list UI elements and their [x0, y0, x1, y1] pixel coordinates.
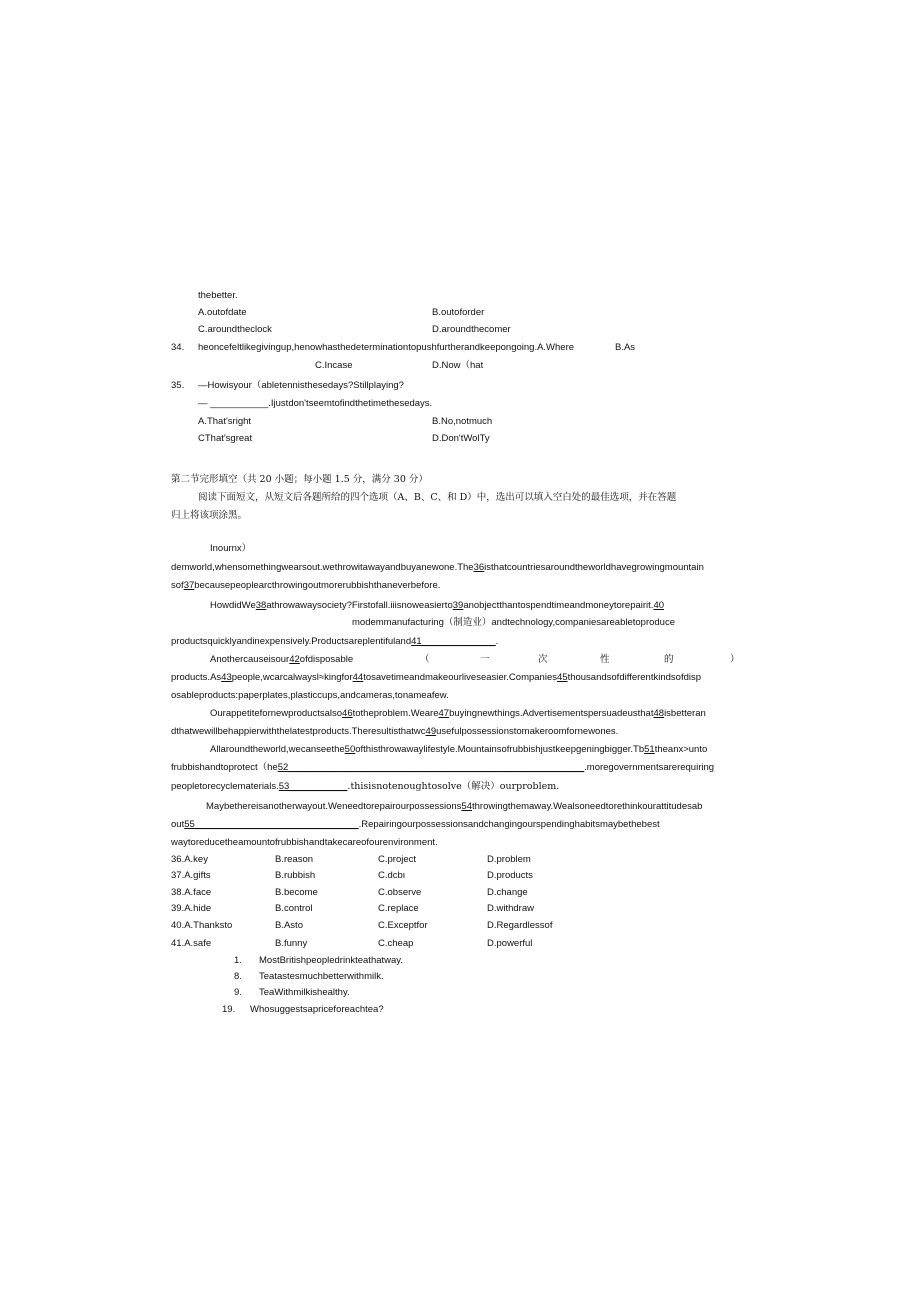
passage-text: ofthisthrowawaylifestyle.Mountainsofrubbishjustkeepgeningbigger.Tb — [355, 744, 645, 755]
passage-text: peopletorecyclematerials. — [171, 781, 279, 792]
q33-option-a: A.outofdate — [198, 307, 247, 318]
blank-54: 54 — [461, 801, 472, 812]
q35-option-d: D.Don'tWolTy — [432, 433, 490, 444]
passage-p1-line3 — [171, 580, 440, 592]
blank-52: 52________________________________________________________ — [277, 762, 585, 773]
passage-text: HowdidWe — [210, 600, 256, 611]
blank-53: 53___________ — [278, 781, 348, 792]
passage-p6-line3: waytoreducetheamountofrubbishandtakecareofourenvironment. — [171, 837, 438, 848]
passage-p3-cn-0: （ — [420, 654, 430, 665]
option-41-c: C.cheap — [378, 938, 414, 949]
blank-49: 49 — [425, 726, 437, 737]
passage-text: . — [495, 636, 499, 647]
option-37-b: B.rubbish — [275, 870, 316, 881]
passage-text: anobjectthantospendtimeandmoneytorepairit. — [463, 600, 654, 611]
option-40-d: D.Regardlessof — [487, 920, 553, 931]
option-37-d: D.products — [487, 870, 533, 881]
option-38-d: D.change — [487, 887, 528, 898]
blank-43: 43 — [221, 672, 232, 683]
passage-p2-line1 — [210, 600, 664, 612]
passage-text: .moregovernmentsarerequiring — [584, 762, 715, 773]
option-39-c: C.replace — [378, 903, 419, 914]
option-39-b: B.control — [275, 903, 313, 914]
passage-p5-line1 — [210, 744, 707, 756]
passage-text: sof — [171, 580, 184, 591]
blank-41: 41______________ — [411, 636, 496, 647]
passage-text: athrowawaysociety?Firstofall.iiisnoweasierto — [266, 600, 453, 611]
passage-text: thousandsofdifferentkindsofdisp — [567, 672, 702, 683]
extra-item-number: 9. — [234, 987, 242, 998]
blank-50: 50 — [344, 744, 356, 755]
blank-40: 40 — [653, 600, 665, 611]
passage-p2-line3 — [171, 636, 498, 648]
passage-text: dthatwewillbehappierwiththelatestproducts.Theresultisthatwc — [171, 726, 426, 737]
section-heading: 第二节完形填空（共 20 小题；每小题 1.5 分，满分 30 分） — [171, 474, 428, 485]
option-41-a: 41.A.safe — [171, 938, 212, 949]
option-39-a: 39.A.hide — [171, 903, 212, 914]
q35-line-1: —Howisyour（abletennisthesedays?Stillplaying? — [198, 380, 404, 391]
q34-option-c: C.Incase — [315, 360, 353, 371]
blank-37: 37 — [183, 580, 195, 591]
q34-stem: heoncefeltlikegivingup,henowhasthedeterminationtopushfurtherandkeepongoing.A.Where — [198, 342, 575, 353]
passage-p5-line2 — [171, 762, 714, 774]
q34-option-b: B.As — [615, 342, 636, 353]
extra-item-text: Whosuggestsapriceforeachtea? — [250, 1004, 384, 1015]
option-38-b: B.become — [275, 887, 318, 898]
passage-text: throwingthemaway.Wealsoneedtorethinkourattitudesab — [472, 801, 703, 812]
passage-p5-line3 — [171, 781, 559, 793]
blank-46: 46 — [342, 708, 353, 719]
passage-p3-cn-4: 的 — [664, 654, 674, 665]
passage-text: Maybethereisanotherwayout.Weneedtorepairourpossessions — [206, 801, 462, 812]
blank-39: 39 — [452, 600, 464, 611]
option-36-b: B.reason — [275, 854, 314, 865]
option-40-b: B.Asto — [275, 920, 303, 931]
passage-text: ofdisposable — [299, 654, 354, 665]
passage-p3-cn-2: 次 — [538, 654, 548, 665]
passage-text: tosavetimeandmakeourlivese​asier.Companies — [363, 672, 557, 683]
blank-44: 44 — [352, 672, 364, 683]
blank-38: 38 — [255, 600, 267, 611]
q33-stem-tail: thebetter. — [198, 290, 238, 301]
q35-option-c: CThat'sgreat — [198, 433, 253, 444]
blank-48: 48 — [653, 708, 665, 719]
passage-text: Allaroundtheworld,wecanseethe — [210, 744, 345, 755]
extra-item-number: 19. — [222, 1004, 236, 1015]
passage-p1-line2 — [171, 562, 704, 574]
passage-p4-line2 — [171, 726, 618, 738]
extra-item-text: MostBritishpeopledrinkteathatway. — [259, 955, 403, 966]
q35-option-a: A.That'sright — [198, 416, 252, 427]
option-41-b: B.funny — [275, 938, 308, 949]
passage-p3-line1 — [210, 654, 353, 666]
option-38-a: 38.A.face — [171, 887, 212, 898]
q35-number: 35. — [171, 380, 185, 391]
section-instructions-2: 归上将该项涂黑。 — [171, 510, 248, 521]
passage-p3-cn-3: 性 — [600, 654, 610, 665]
passage-text: isthatcountriesaroundtheworldhavegrowingmountain — [484, 562, 704, 573]
blank-47: 47 — [438, 708, 450, 719]
passage-p6-line2 — [171, 819, 660, 831]
blank-55: 55_______________________________ — [184, 819, 359, 830]
passage-text: Ourappetitefornewproductsalso — [210, 708, 343, 719]
blank-36: 36 — [473, 562, 485, 573]
passage-p1-line1: Inournx） — [210, 543, 252, 554]
q35-line-2: — ___________.Ijustdon'tseemtofindthetimethesedays. — [198, 398, 433, 409]
passage-text: productsquicklyandinexpensively.Productsareplentifuland — [171, 636, 412, 647]
passage-text: frubbishandtoprotect（he — [171, 762, 278, 773]
option-40-a: 40.A.Thanksto — [171, 920, 233, 931]
extra-item-text: Teatastesmuchbetterwithmilk. — [259, 971, 384, 982]
passage-text: .Repairingourpossessionsandchangingourspendinghabitsmaybethebest — [358, 819, 660, 830]
option-36-a: 36.A.key — [171, 854, 208, 865]
passage-text: Anothercauseisour — [210, 654, 290, 665]
passage-text: people,wcarcalwaysl≈kingfor — [231, 672, 353, 683]
passage-p3-cn-5: ） — [730, 654, 740, 665]
passage-p3-line3: osableproducts:paperplates,plasticcups,andcameras,tonameafew. — [171, 690, 449, 701]
extra-item-number: 1. — [234, 955, 242, 966]
passage-text: theanx>unto — [654, 744, 708, 755]
passage-p6-line1 — [206, 801, 702, 813]
q33-option-d: D.aroundthecomer — [432, 324, 511, 335]
option-39-d: D.withdraw — [487, 903, 534, 914]
option-37-a: 37.A.gifts — [171, 870, 211, 881]
passage-p3-cn-1: 一 — [480, 654, 490, 665]
passage-text: totheproblem.Weare — [352, 708, 439, 719]
q33-option-b: B.outoforder — [432, 307, 485, 318]
passage-text: becausepeoplearcthrowingoutmorerubbishthaneverbefore. — [194, 580, 441, 591]
passage-text: products.As — [171, 672, 222, 683]
blank-42: 42 — [289, 654, 300, 665]
option-41-d: D.powerful — [487, 938, 533, 949]
passage-text: buyingnewthings.Advertisementspersuadeusthat — [449, 708, 654, 719]
blank-51: 51 — [644, 744, 655, 755]
passage-text: .thisisnotenoughtosolve（解决）ourproblem. — [347, 781, 560, 792]
q34-option-d: D.Now（hat — [432, 360, 484, 371]
option-38-c: C.observe — [378, 887, 422, 898]
option-36-c: C.project — [378, 854, 417, 865]
blank-45: 45 — [556, 672, 568, 683]
passage-text: demworld,whensomethingwearsout.wethrowitawayandbuyanewone.The — [171, 562, 474, 573]
passage-p4-line1 — [210, 708, 706, 720]
passage-text: isbetteran — [664, 708, 706, 719]
option-36-d: D.problem — [487, 854, 531, 865]
section-instructions-1: 阅读下面短文，从短文后各题所给的四个选项（A、B、C、和 D）中，选出可以填入空白处的最佳选项，并在答题 — [198, 492, 677, 503]
passage-text: usefulpossessionstomakeroomfornewones. — [436, 726, 619, 737]
option-40-c: C.Exceptfor — [378, 920, 428, 931]
passage-p3-line2 — [171, 672, 701, 684]
q35-option-b: B.No,notmuch — [432, 416, 493, 427]
extra-item-text: TeaWithmilkishealthy. — [259, 987, 350, 998]
q34-number: 34. — [171, 342, 185, 353]
option-37-c: C.dcbι — [378, 870, 405, 881]
passage-p2-line2: modemmanufacturing（制造业）andtechnology,companiesareabletoproduce — [352, 617, 676, 628]
q33-option-c: C.aroundtheclock — [198, 324, 272, 335]
extra-item-number: 8. — [234, 971, 242, 982]
passage-text: out — [171, 819, 185, 830]
